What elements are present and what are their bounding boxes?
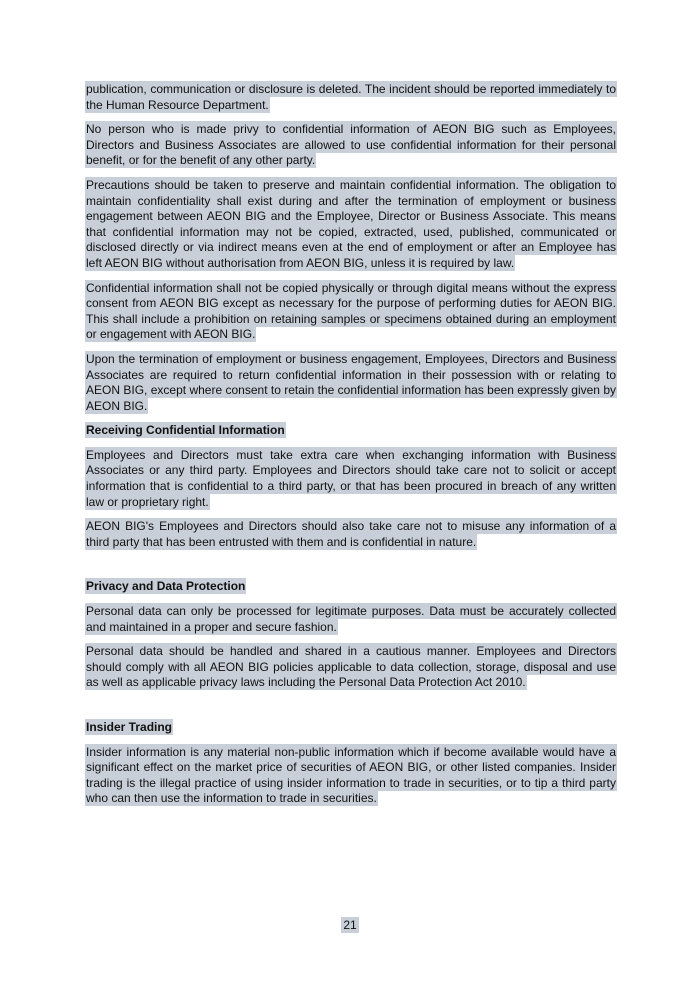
page-number: 21 bbox=[343, 918, 357, 932]
section-heading-receiving: Receiving Confidential Information bbox=[86, 423, 285, 438]
paragraph bbox=[86, 604, 616, 635]
section-spacer bbox=[86, 700, 616, 720]
paragraph bbox=[86, 352, 616, 414]
paragraph-text: Personal data can only be processed for legitimate purposes. Data must be accurately collected and maintained in a proper and secure fashion. bbox=[86, 604, 616, 634]
paragraph-text: Employees and Directors must take extra care when exchanging information with Business Associates or any third party. Employees and Directors should take care not to solicit or accept information that is confidential to a third party, or that has been procured in breach of any written law or proprietary right. bbox=[86, 447, 616, 509]
paragraph-text: Confidential information shall not be copied physically or through digital means without the express consent from AEON BIG except as necessary for the purpose of performing duties for AEON BIG. This shall include a prohibition on retaining samples or specimens obtained during an employment or engagement with AEON BIG. bbox=[86, 280, 616, 342]
paragraph bbox=[86, 745, 616, 807]
paragraph bbox=[86, 644, 616, 691]
paragraph bbox=[86, 82, 616, 113]
section-heading-insider: Insider Trading bbox=[86, 720, 173, 734]
section-heading-privacy: Privacy and Data Protection bbox=[86, 579, 246, 594]
paragraph bbox=[86, 178, 616, 272]
paragraph bbox=[86, 448, 616, 510]
paragraph-text: AEON BIG's Employees and Directors should also take care not to misuse any information of a third party that has been entrusted with them and is confidential in nature. bbox=[86, 519, 616, 549]
paragraph-text: Precautions should be taken to preserve and maintain confidential information. The obligation to maintain confidentiality shall exist during and after the termination of employment or business engagement between AEON BIG and the Employee, Director or Business Associate. This means that confidential information may not be copied, extracted, used, published, communicated or disclosed directly or via indirect means even at the end of employment or after an Employee has left AEON BIG without authorisation from AEON BIG, unless it is required by law. bbox=[86, 177, 616, 270]
paragraph-text: Upon the termination of employment or business engagement, Employees, Directors and Business Associates are required to return confidential information in their possession with or relating to AEON BIG, except where consent to retain the confidential information has been expressly given by AEON BIG. bbox=[86, 351, 616, 413]
section-spacer bbox=[86, 559, 616, 579]
document-body bbox=[86, 82, 616, 816]
paragraph bbox=[86, 519, 616, 550]
paragraph-text: Insider information is any material non-public information which if become available would have a significant effect on the market price of securities of AEON BIG, or other listed companies. Insider trading is the illegal practice of using insider information to trade in securities, or to tip a third party who can then use the information to trade in securities. bbox=[86, 744, 616, 806]
paragraph-text: No person who is made privy to confidential information of AEON BIG such as Employees, Directors and Business Associates are allowed to use confidential information for their personal benefit, or for the benefit of any other party. bbox=[86, 122, 616, 168]
paragraph bbox=[86, 281, 616, 343]
paragraph-text: publication, communication or disclosure is deleted. The incident should be reported immediately to the Human Resource Department. bbox=[86, 82, 616, 112]
paragraph-text: Personal data should be handled and shared in a cautious manner. Employees and Directors should comply with all AEON BIG policies applicable to data collection, storage, disposal and use as well as applicable privacy laws including the Personal Data Protection Act 2010. bbox=[86, 644, 616, 690]
paragraph bbox=[86, 122, 616, 169]
